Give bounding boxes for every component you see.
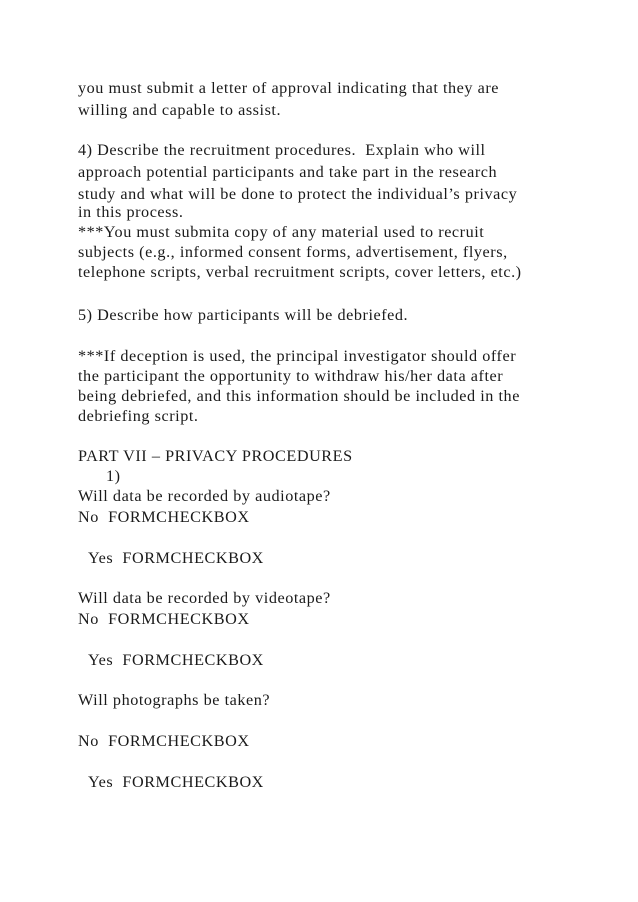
section-4-line-4: in this process. <box>78 203 184 221</box>
audiotape-yes-option: Yes FORMCHECKBOX <box>88 549 264 567</box>
section-4-line-3: study and what will be done to protect the individual’s privacy <box>78 185 518 203</box>
question-videotape: Will data be recorded by videotape? <box>78 589 331 607</box>
part-7-item-number: 1) <box>106 467 121 485</box>
intro-line-2: willing and capable to assist. <box>78 101 282 119</box>
section-4-note-1: ***You must submita copy of any material used to recruit <box>78 223 485 241</box>
section-5-note-3: being debriefed, and this information should be included in the <box>78 387 520 405</box>
section-5-note-2: the participant the opportunity to withdraw his/her data after <box>78 367 504 385</box>
section-4-line-2: approach potential participants and take part in the research <box>78 163 498 181</box>
audiotape-no-option: No FORMCHECKBOX <box>78 508 250 526</box>
videotape-no-option: No FORMCHECKBOX <box>78 610 250 628</box>
section-5-line-1: 5) Describe how participants will be debriefed. <box>78 306 409 324</box>
photographs-yes-option: Yes FORMCHECKBOX <box>88 773 264 791</box>
section-5-note-4: debriefing script. <box>78 407 199 425</box>
question-photographs: Will photographs be taken? <box>78 691 271 709</box>
videotape-yes-option: Yes FORMCHECKBOX <box>88 651 264 669</box>
intro-line-1: you must submit a letter of approval indicating that they are <box>78 79 500 97</box>
section-4-note-3: telephone scripts, verbal recruitment scripts, cover letters, etc.) <box>78 263 522 281</box>
part-7-heading: PART VII – PRIVACY PROCEDURES <box>78 447 353 465</box>
photographs-no-option: No FORMCHECKBOX <box>78 732 250 750</box>
section-5-note-1: ***If deception is used, the principal investigator should offer <box>78 347 517 365</box>
section-4-line-1: 4) Describe the recruitment procedures. Explain who will <box>78 141 486 159</box>
question-audiotape: Will data be recorded by audiotape? <box>78 487 331 505</box>
section-4-note-2: subjects (e.g., informed consent forms, advertisement, flyers, <box>78 243 508 261</box>
